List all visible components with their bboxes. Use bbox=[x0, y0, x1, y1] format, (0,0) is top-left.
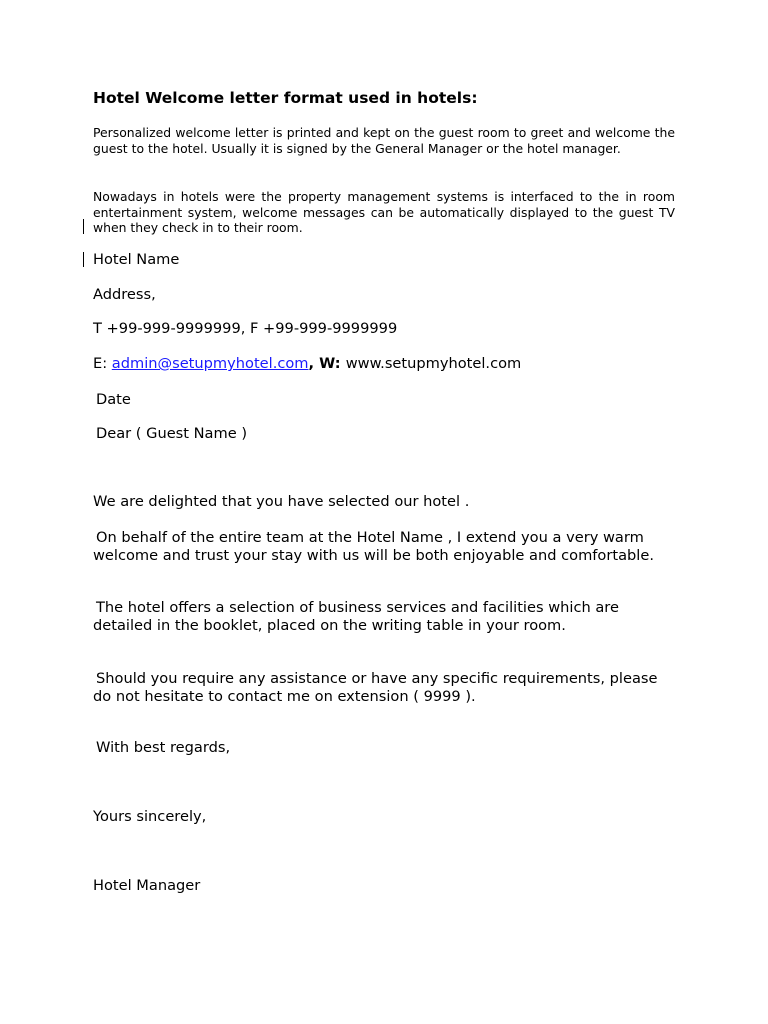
letter-body-paragraph-3: The hotel offers a selection of business services and facilities which are detailed in the booklet, placed on the writing table in your room. bbox=[93, 599, 619, 634]
email-prefix: E: bbox=[93, 355, 112, 372]
letter-regards: With best regards, bbox=[96, 739, 231, 756]
letter-closing: Yours sincerely, bbox=[93, 808, 207, 825]
letter-phone-fax: T +99-999-9999999, F +99-999-9999999 bbox=[93, 320, 398, 337]
intro-paragraph-2: Nowadays in hotels were the property management systems is interfaced to the in room entertainment system, welcome messages can be automatically displayed to the guest TV when they check in to their room. bbox=[93, 189, 675, 235]
letter-body-paragraph-1: We are delighted that you have selected our hotel . bbox=[93, 493, 470, 510]
document-title: Hotel Welcome letter format used in hotels: bbox=[93, 89, 478, 107]
letter-hotel-name: Hotel Name bbox=[93, 251, 180, 268]
text-cursor bbox=[83, 252, 84, 267]
intro-paragraph-1: Personalized welcome letter is printed and kept on the guest room to greet and welcome the guest to the hotel. Usually it is signed by the General Manager or the hotel manager. bbox=[93, 125, 675, 156]
website-text: www.setupmyhotel.com bbox=[345, 355, 522, 372]
letter-date: Date bbox=[96, 391, 131, 408]
letter-salutation: Dear ( Guest Name ) bbox=[96, 425, 248, 442]
letter-address: Address, bbox=[93, 286, 156, 303]
text-cursor bbox=[83, 219, 84, 234]
letter-body-paragraph-4: Should you require any assistance or have any specific requirements, please do not hesitate to contact me on extension ( 9999 ). bbox=[93, 670, 658, 705]
web-prefix: , W: bbox=[308, 355, 346, 372]
letter-contact-line bbox=[93, 355, 521, 373]
letter-signatory: Hotel Manager bbox=[93, 877, 201, 894]
email-link[interactable]: admin@setupmyhotel.com bbox=[111, 355, 309, 372]
letter-body-paragraph-2: On behalf of the entire team at the Hotel Name , I extend you a very warm welcome and trust your stay with us will be both enjoyable and comfortable. bbox=[93, 529, 654, 564]
